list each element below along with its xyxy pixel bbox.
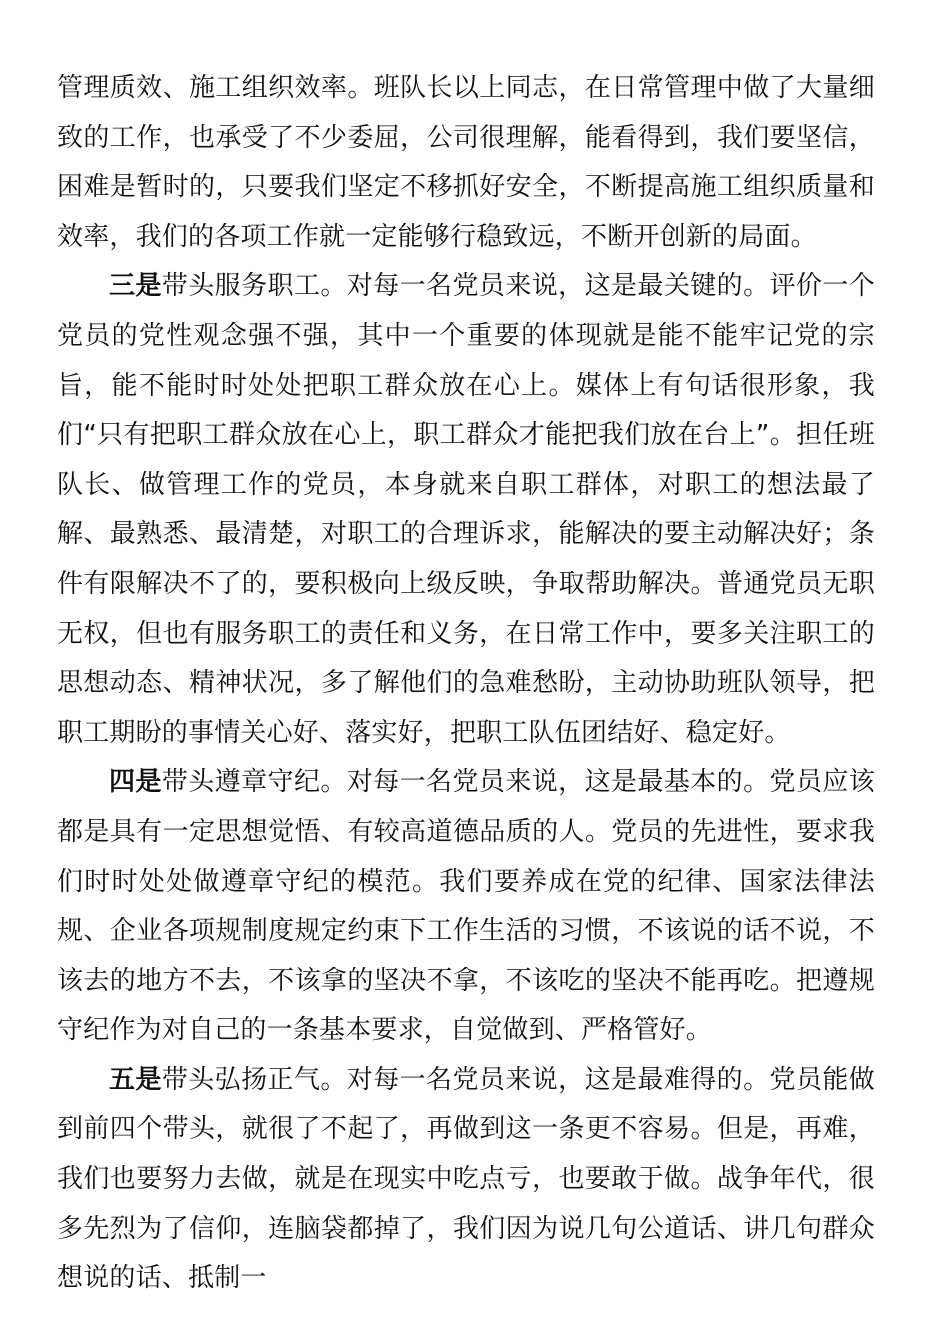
paragraph-continuation — [57, 64, 875, 262]
paragraph-text: 带头弘扬正气。对每一名党员来说，这是最难得的。党员能做到前四个带头，就很了不起了，再做到这一条更不容易。但是，再难，我们也要努力去做，就是在现实中吃点亏，也要敢于做。战争年代，很多先烈为了信仰，连脑袋都掉了，我们因为说几句公道话、讲几句群众想说的话、抵制一 — [57, 1064, 875, 1294]
paragraph-text: 带头服务职工。对每一名党员来说，这是最关键的。评价一个党员的党性观念强不强，其中一个重要的体现就是能不能牢记党的宗旨，能不能时时处处把职工群众放在心上。媒体上有句话很形象，我们“只有把职工群众放在心上，职工群众才能把我们放在台上”。担任班队长、做管理工作的党员，本身就来自职工群体，对职工的想法最了解、最熟悉、最清楚，对职工的合理诉求，能解决的要主动解决好；条件有限解决不了的，要积极向上级反映，争取帮助解决。普通党员无职无权，但也有服务职工的责任和义务，在日常工作中，要多关注职工的思想动态、精神状况，多了解他们的急难愁盼，主动协助班队领导，把职工期盼的事情关心好、落实好，把职工队伍团结好、稳定好。 — [57, 271, 875, 748]
paragraph-promote-integrity — [57, 1056, 875, 1304]
paragraph-serve-workers — [57, 262, 875, 758]
paragraph-text: 带头遵章守纪。对每一名党员来说，这是最基本的。党员应该都是具有一定思想觉悟、有较高道德品质的人。党员的先进性，要求我们时时处处做遵章守纪的模范。我们要养成在党的纪律、国家法律法规、企业各项规制度规定约束下工作生活的习惯，不该说的话不说，不该去的地方不去，不该拿的坚决不拿，不该吃的坚决不能再吃。把遵规守纪作为对自己的一条基本要求，自觉做到、严格管好。 — [57, 767, 875, 1046]
paragraph-obey-rules — [57, 758, 875, 1056]
paragraph-text: 管理质效、施工组织效率。班队长以上同志，在日常管理中做了大量细致的工作，也承受了不少委屈，公司很理解，能看得到，我们要坚信，困难是暂时的，只要我们坚定不移抓好安全，不断提高施工组织质量和效率，我们的各项工作就一定能够行稳致远，不断开创新的局面。 — [57, 73, 875, 252]
document-page — [57, 64, 875, 1304]
paragraph-lead: 三是 — [109, 271, 162, 302]
paragraph-lead: 五是 — [109, 1064, 162, 1095]
paragraph-lead: 四是 — [109, 767, 162, 798]
